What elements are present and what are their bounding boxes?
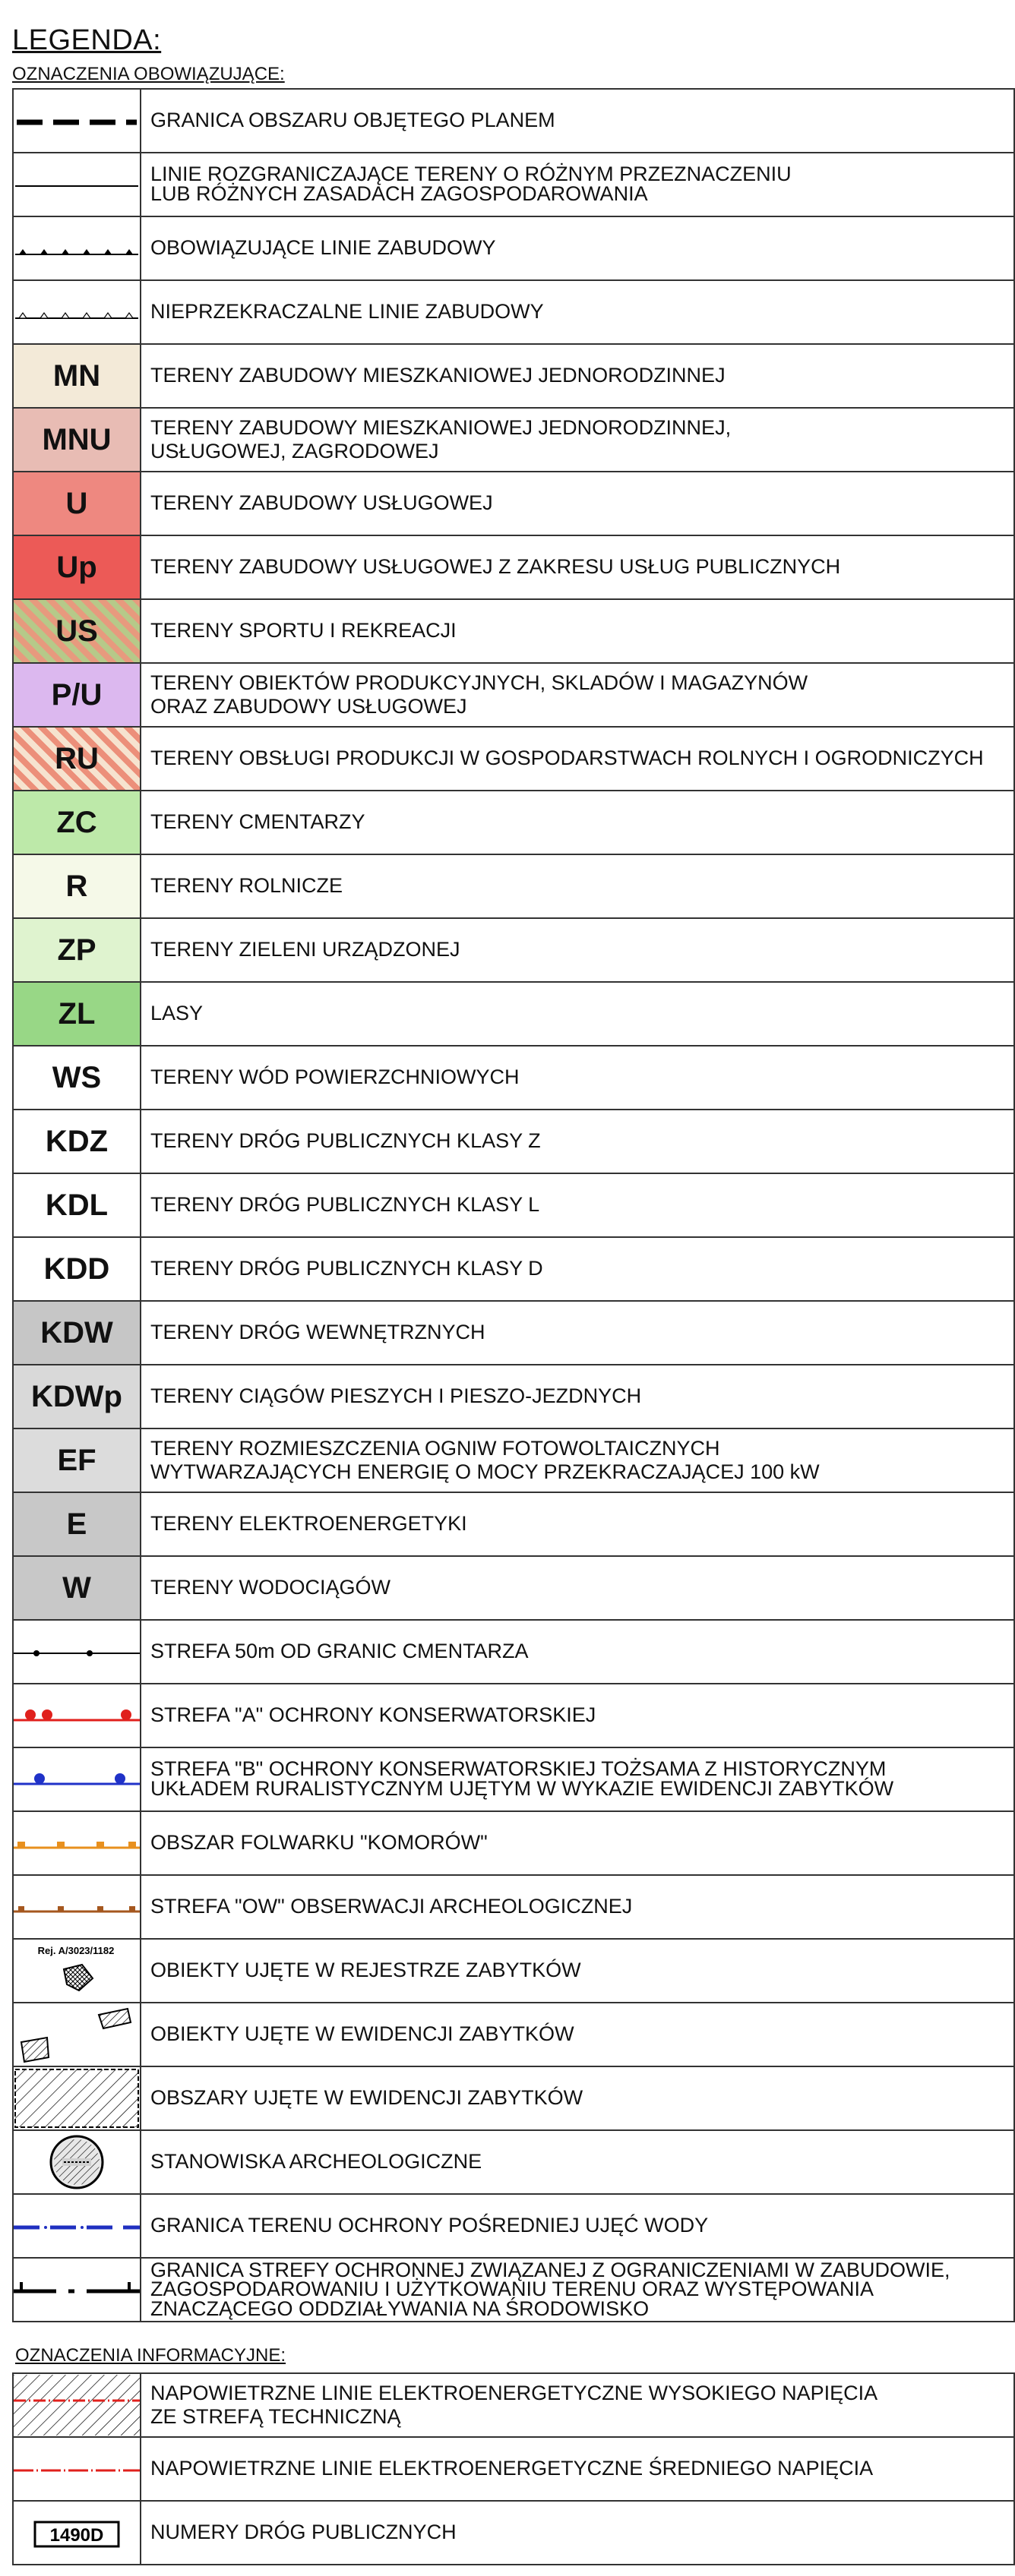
legend-description: TERENY ZABUDOWY USŁUGOWEJ	[150, 491, 493, 515]
legend-symbol	[13, 89, 141, 153]
land-use-code: RU	[55, 741, 99, 775]
archaeo-site-icon	[51, 2136, 103, 2188]
land-use-code: ZC	[56, 805, 97, 839]
legend-symbol	[13, 2437, 141, 2501]
land-use-code: US	[55, 614, 98, 648]
legend-description: OBSZARY UJĘTE W EWIDENCJI ZABYTKÓW	[150, 2086, 583, 2110]
legend-symbol	[13, 1811, 141, 1875]
legend-row	[13, 1365, 1014, 1428]
high-voltage-line-icon	[14, 2375, 140, 2436]
land-use-code: ZL	[58, 996, 96, 1031]
land-use-code: P/U	[51, 677, 103, 712]
legend-symbol	[13, 1875, 141, 1939]
legend-description: GRANICA TERENU OCHRONY POŚREDNIEJ UJĘĆ WODY	[150, 2214, 709, 2237]
land-use-code: WS	[52, 1060, 102, 1094]
legend-row	[13, 982, 1014, 1046]
legend-description: NAPOWIETRZNE LINIE ELEKTROENERGETYCZNE ŚREDNIEGO NAPIĘCIA	[150, 2457, 874, 2480]
legend-row	[13, 1811, 1014, 1875]
legend-row	[13, 1237, 1014, 1301]
land-use-code: Up	[56, 550, 97, 584]
legend-row	[13, 854, 1014, 918]
legend-description: LINIE ROZGRANICZAJĄCE TERENY O RÓŻNYM PRZEZNACZENIU	[150, 163, 792, 186]
water-protection-boundary-icon	[14, 2226, 140, 2229]
max-building-line-icon	[15, 313, 138, 318]
land-use-code: KDZ	[45, 1124, 109, 1158]
obligatory-legend-table	[12, 88, 1015, 2322]
legend-description: TERENY ROZMIESZCZENIA OGNIW FOTOWOLTAICZNYCH	[150, 1436, 720, 1460]
land-use-code: ZP	[57, 933, 96, 967]
legend-row	[13, 918, 1014, 982]
legend-symbol	[13, 2194, 141, 2258]
legend-row	[13, 1684, 1014, 1747]
legend-symbol-kdz	[13, 1110, 141, 1173]
legend-symbol	[13, 2258, 141, 2322]
land-use-code: R	[65, 869, 88, 903]
legend-description: TERENY DRÓG WEWNĘTRZNYCH	[150, 1321, 485, 1344]
land-use-code: KDL	[45, 1188, 109, 1222]
svg-text:Rej. A/3023/1182: Rej. A/3023/1182	[37, 1945, 115, 1956]
legend-description: TERENY ZIELENI URZĄDZONEJ	[150, 938, 460, 961]
legend-description-line2: WYTWARZAJĄCYCH ENERGIĘ O MOCY PRZEKRACZAJĄCEJ 100 kW	[150, 1460, 820, 1483]
legend-description: TERENY SPORTU I REKREACJI	[150, 619, 457, 642]
legend-symbol	[13, 153, 141, 216]
legend-description: TERENY WÓD POWIERZCHNIOWYCH	[150, 1065, 520, 1089]
land-use-code: EF	[57, 1443, 96, 1477]
land-use-code: W	[62, 1571, 91, 1605]
section-obligatory-title: OZNACZENIA OBOWIĄZUJĄCE:	[12, 64, 285, 84]
land-use-code: MN	[52, 358, 101, 393]
legend-description: TERENY OBIEKTÓW PRODUKCYJNYCH, SKLADÓW I MAGAZYNÓW	[150, 671, 808, 694]
legend-description: TERENY DRÓG PUBLICZNYCH KLASY Z	[150, 1129, 541, 1153]
legend-description: TERENY ELEKTROENERGETYKI	[150, 1512, 467, 1536]
legend-description-line2: ZE STREFĄ TECHNICZNĄ	[150, 2405, 401, 2428]
legend-description: OBIEKTY UJĘTE W REJESTRZE ZABYTKÓW	[150, 1959, 581, 1982]
legend-symbol-u	[13, 472, 141, 535]
legend-row	[13, 1110, 1014, 1173]
legend-row	[13, 1301, 1014, 1365]
legend-row	[13, 472, 1014, 535]
legend-row	[13, 216, 1014, 280]
obligatory-building-line-icon	[15, 249, 138, 254]
legend-row	[13, 2130, 1014, 2194]
legend-row	[13, 2437, 1014, 2501]
legend-description: OBSZAR FOLWARKU "KOMORÓW"	[150, 1831, 488, 1855]
legend-description: TERENY ZABUDOWY MIESZKANIOWEJ JEDNORODZINNEJ,	[150, 415, 732, 439]
legend-description: NIEPRZEKRACZALNE LINIE ZABUDOWY	[150, 300, 544, 324]
legend-symbol-us	[13, 599, 141, 663]
evidence-area-hatch-icon	[15, 2069, 138, 2127]
legend-row	[13, 344, 1014, 408]
legend-description: TERENY OBSŁUGI PRODUKCJI W GOSPODARSTWACH ROLNYCH I OGRODNICZYCH	[150, 747, 984, 770]
legend-description-line2: LUB RÓŻNYCH ZASADACH ZAGOSPODAROWANIA	[150, 182, 648, 205]
legend-symbol	[13, 2066, 141, 2130]
legend-description: TERENY ROLNICZE	[150, 874, 343, 898]
legend-description-line2: USŁUGOWEJ, ZAGRODOWEJ	[150, 440, 439, 462]
legend-row	[13, 1556, 1014, 1620]
legend-description: STANOWISKA ARCHEOLOGICZNE	[150, 2150, 482, 2174]
legend-symbol-kdl	[13, 1173, 141, 1237]
register-monument-icon	[38, 1945, 115, 1990]
legend-symbol	[13, 2501, 141, 2565]
land-use-code: E	[66, 1507, 87, 1541]
legend-row	[13, 89, 1014, 153]
legend-row	[13, 408, 1014, 472]
legend-row	[13, 2373, 1014, 2437]
legend-symbol	[13, 2373, 141, 2437]
evidence-monument-icon	[21, 2009, 131, 2062]
legend-description: STREFA "B" OCHRONY KONSERWATORSKIEJ TOŻSAMA Z HISTORYCZNYM	[150, 1757, 887, 1781]
land-use-code: KDD	[43, 1252, 110, 1286]
legend-description-line3: ZNACZĄCEGO ODDZIAŁYWANIA NA ŚRODOWISKO	[150, 2297, 650, 2320]
legend-description-line2: UKŁADEM RURALISTYCZNYM UJĘTYM W WYKAZIE EWIDENCJI ZABYTKÓW	[150, 1777, 894, 1800]
legend-symbol-e	[13, 1492, 141, 1556]
legend-description: TERENY CIĄGÓW PIESZYCH I PIESZO-JEZDNYCH	[150, 1384, 642, 1408]
legend-row	[13, 1939, 1014, 2003]
legend-symbol-zl	[13, 982, 141, 1046]
legend-row	[13, 1492, 1014, 1556]
legend-symbol	[13, 2130, 141, 2194]
informative-legend-table	[12, 2372, 1015, 2565]
legend-row	[13, 1046, 1014, 1110]
legend-description: STREFA 50m OD GRANIC CMENTARZA	[150, 1640, 529, 1663]
legend-symbol-w	[13, 1556, 141, 1620]
legend-description: LASY	[150, 1002, 204, 1025]
legend-symbol-ws	[13, 1046, 141, 1110]
legend-description: GRANICA STREFY OCHRONNEJ ZWIĄZANEJ Z OGRANICZENIAMI W ZABUDOWIE,	[150, 2258, 950, 2281]
legend-description: OBOWIĄZUJĄCE LINIE ZABUDOWY	[150, 236, 496, 260]
legend-description: STREFA "A" OCHRONY KONSERWATORSKIEJ	[150, 1703, 596, 1727]
legend-description: TERENY DRÓG PUBLICZNYCH KLASY L	[150, 1193, 540, 1217]
legend-symbol	[13, 1684, 141, 1747]
land-use-code: MNU	[42, 422, 112, 456]
legend-row	[13, 1747, 1014, 1811]
legend-symbol	[13, 2003, 141, 2066]
legend-symbol-mnu	[13, 408, 141, 472]
legend-symbol	[13, 1939, 141, 2003]
legend-row	[13, 1875, 1014, 1939]
legend-description: TERENY DRÓG PUBLICZNYCH KLASY D	[150, 1257, 543, 1280]
legend-row	[13, 535, 1014, 599]
svg-text:1490D: 1490D	[49, 2525, 104, 2546]
legend-row	[13, 2501, 1014, 2565]
legend-description: NUMERY DRÓG PUBLICZNYCH	[150, 2521, 457, 2544]
zone-a-conservation-icon	[14, 1709, 140, 1720]
legend-symbol-kdd	[13, 1237, 141, 1301]
legend-symbol	[13, 1747, 141, 1811]
road-number-icon	[35, 2522, 119, 2546]
legend-description-line2: ORAZ ZABUDOWY USŁUGOWEJ	[150, 695, 467, 718]
legend-symbol-r	[13, 854, 141, 918]
legend-symbol-zp	[13, 918, 141, 982]
legend-row	[13, 663, 1014, 727]
legend-row	[13, 1428, 1014, 1492]
legend-description: TERENY WODOCIĄGÓW	[150, 1576, 391, 1599]
legend-row	[13, 1620, 1014, 1684]
legend-symbol-zc	[13, 791, 141, 854]
legend-row	[13, 2066, 1014, 2130]
legend-symbol-ru	[13, 727, 141, 791]
legend-row	[13, 280, 1014, 344]
legend-description: NAPOWIETRZNE LINIE ELEKTROENERGETYCZNE WYSOKIEGO NAPIĘCIA	[150, 2381, 878, 2404]
zone-b-conservation-icon	[14, 1773, 140, 1784]
legend-row	[13, 599, 1014, 663]
legend-symbol-ef	[13, 1428, 141, 1492]
legend-description: TERENY ZABUDOWY MIESZKANIOWEJ JEDNORODZINNEJ	[150, 364, 726, 387]
legend-description: TERENY ZABUDOWY USŁUGOWEJ Z ZAKRESU USŁUG PUBLICZNYCH	[150, 555, 841, 579]
legend-description: OBIEKTY UJĘTE W EWIDENCJI ZABYTKÓW	[150, 2022, 574, 2046]
legend-symbol-mn	[13, 344, 141, 408]
land-use-code: U	[65, 486, 88, 520]
legend-symbol	[13, 216, 141, 280]
legend-row	[13, 2258, 1014, 2322]
legend-symbol-kdw	[13, 1301, 141, 1365]
legend-description: GRANICA OBSZARU OBJĘTEGO PLANEM	[150, 109, 555, 132]
legend-row	[13, 2194, 1014, 2258]
legend-row	[13, 727, 1014, 791]
legend-description: STREFA "OW" OBSERWACJI ARCHEOLOGICZNEJ	[150, 1895, 633, 1918]
legend-symbol	[13, 1620, 141, 1684]
land-use-code: KDWp	[31, 1379, 122, 1413]
legend-description: TERENY CMENTARZY	[150, 810, 365, 834]
folwark-area-icon	[14, 1842, 140, 1848]
legend-row	[13, 791, 1014, 854]
legend-symbol	[13, 280, 141, 344]
section-informative-title: OZNACZENIA INFORMACYJNE:	[15, 2345, 286, 2366]
legend-symbol-p-u	[13, 663, 141, 727]
legend-description-line2: ZAGOSPODAROWANIU I UŻYTKOWANIU TERENU ORAZ WYSTĘPOWANIA	[150, 2278, 874, 2301]
cemetery-zone-line-icon	[14, 1650, 140, 1656]
legend-title: LEGENDA:	[12, 24, 162, 56]
land-use-code: KDW	[40, 1315, 113, 1350]
archaeo-observation-zone-icon	[14, 1906, 140, 1911]
protection-zone-boundary-icon	[14, 2282, 140, 2291]
legend-row	[13, 2003, 1014, 2066]
legend-row	[13, 153, 1014, 216]
legend-row	[13, 1173, 1014, 1237]
legend-symbol-kdwp	[13, 1365, 141, 1428]
legend-symbol-up	[13, 535, 141, 599]
